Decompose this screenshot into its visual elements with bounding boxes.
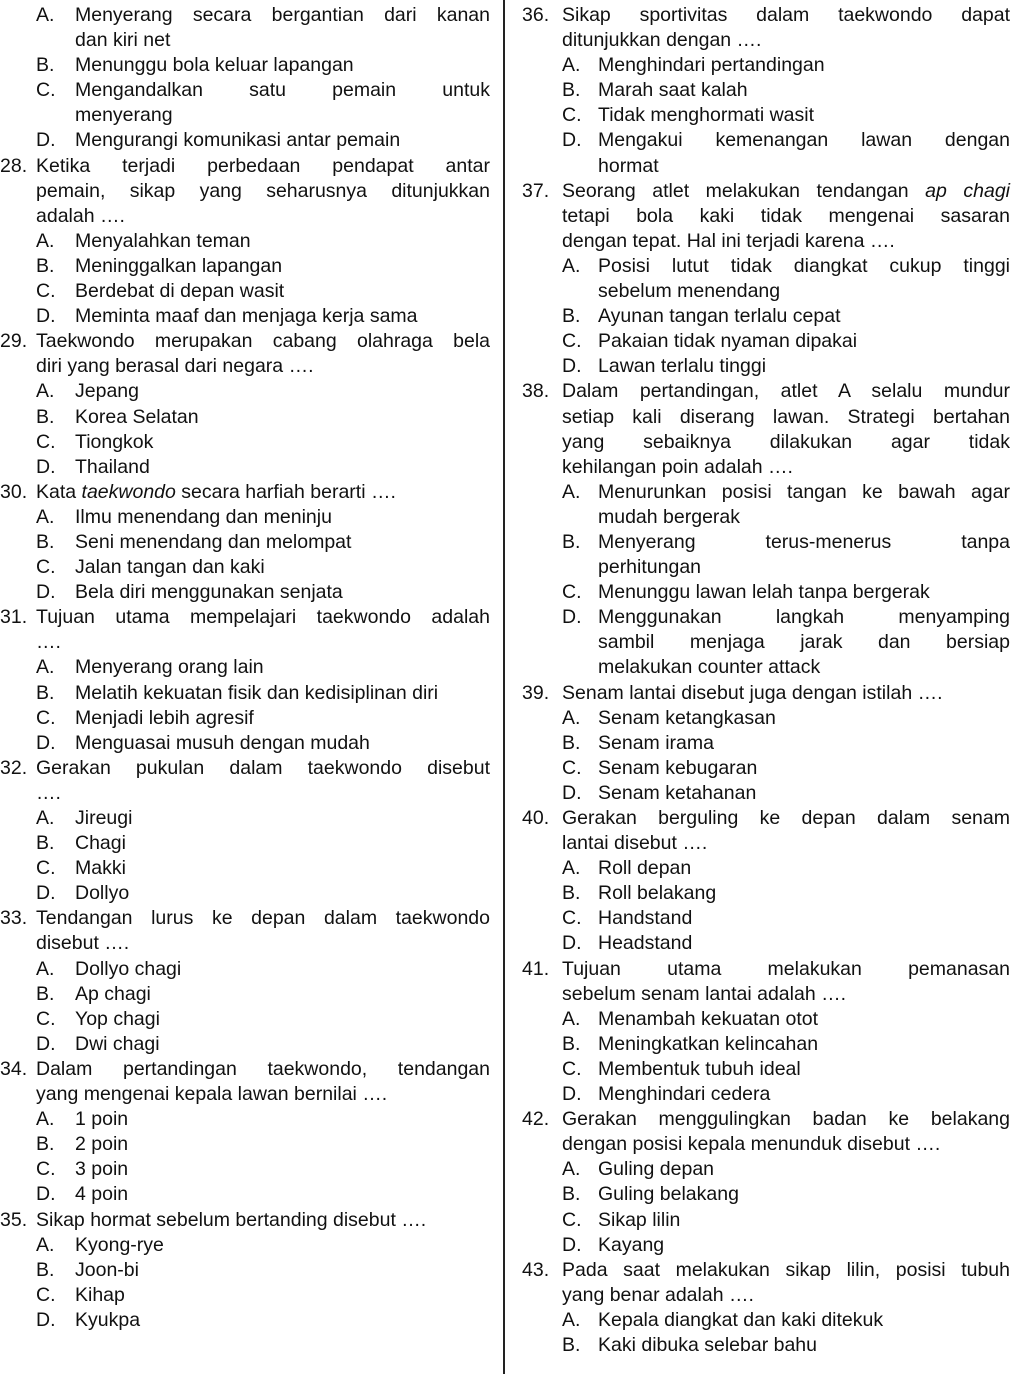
option-letter: B. xyxy=(562,1333,581,1356)
option-text: sambil menjaga jarak dan bersiap xyxy=(598,631,1010,654)
answer-option xyxy=(522,580,1010,605)
question-text: tetapi bola kaki tidak mengenai sasaran xyxy=(562,204,1010,227)
option-text: Menyerang terus-menerus tanpa xyxy=(598,530,1010,553)
answer-option xyxy=(522,1082,1010,1107)
question-line xyxy=(522,179,1010,204)
option-letter: C. xyxy=(36,857,56,880)
question-text: Gerakan pukulan dalam taekwondo disebut xyxy=(36,756,490,779)
question-text-continued xyxy=(0,931,490,956)
question-text: Pada saat melakukan sikap lilin, posisi tubuh xyxy=(562,1258,1010,1281)
option-text: Menunggu bola keluar lapangan xyxy=(75,54,354,77)
question-number: 29. xyxy=(0,330,28,353)
answer-option xyxy=(522,731,1010,756)
answer-option xyxy=(0,856,490,881)
option-letter: B. xyxy=(36,681,55,704)
question-text-continued xyxy=(0,354,490,379)
answer-option xyxy=(0,505,490,530)
option-letter: A. xyxy=(562,1158,581,1181)
answer-option xyxy=(522,1333,1010,1358)
option-letter: D. xyxy=(36,581,56,604)
option-text: Kyong-rye xyxy=(75,1233,164,1256)
option-letter: A. xyxy=(36,4,55,26)
option-letter: C. xyxy=(36,1007,56,1030)
option-letter: A. xyxy=(562,480,581,503)
answer-option xyxy=(0,455,490,480)
question-text-continued xyxy=(522,831,1010,856)
question-text: diri yang berasal dari negara …. xyxy=(36,355,314,378)
option-letter: B. xyxy=(36,982,55,1005)
answer-option xyxy=(522,706,1010,731)
question-line xyxy=(0,480,490,505)
option-text: Menyerang orang lain xyxy=(75,656,264,679)
question-text: kehilangan poin adalah …. xyxy=(562,455,793,478)
answer-option xyxy=(0,1007,490,1032)
question-number: 31. xyxy=(0,606,28,629)
question-number: 35. xyxy=(0,1208,28,1231)
answer-option xyxy=(0,1308,490,1333)
option-text: Kaki dibuka selebar bahu xyxy=(598,1333,817,1356)
option-letter: C. xyxy=(562,1208,582,1231)
question-line xyxy=(0,605,490,630)
option-text: Headstand xyxy=(598,932,693,955)
option-letter: D. xyxy=(36,731,56,754)
answer-option xyxy=(522,530,1010,555)
question-text: yang mengenai kepala lawan bernilai …. xyxy=(36,1083,388,1106)
answer-option xyxy=(522,1157,1010,1182)
answer-option xyxy=(0,53,490,78)
answer-option xyxy=(0,530,490,555)
option-letter: A. xyxy=(562,54,581,77)
question-number: 37. xyxy=(522,179,550,202)
answer-option-continued xyxy=(0,103,490,128)
answer-option xyxy=(0,128,490,153)
question-text-continued xyxy=(522,28,1010,53)
option-letter: A. xyxy=(562,1007,581,1030)
option-letter: D. xyxy=(562,355,582,378)
answer-option xyxy=(522,856,1010,881)
option-text: Menguasai musuh dengan mudah xyxy=(75,731,370,754)
option-text: hormat xyxy=(598,154,659,177)
option-text: Meminta maaf dan menjaga kerja sama xyxy=(75,305,418,328)
option-text: Jireugi xyxy=(75,807,133,829)
answer-option xyxy=(0,681,490,706)
question-text-continued xyxy=(0,179,490,204)
option-text: 3 poin xyxy=(75,1158,129,1181)
option-text: Senam irama xyxy=(598,731,714,754)
answer-option xyxy=(522,1007,1010,1032)
option-text: Dollyo chagi xyxy=(75,957,182,980)
option-text: Melatih kekuatan fisik dan kedisiplinan diri xyxy=(75,681,439,704)
question-text: Gerakan berguling ke depan dalam senam xyxy=(562,807,1010,829)
question-text: disebut …. xyxy=(36,932,130,955)
option-letter: B. xyxy=(36,254,55,277)
option-text: dan kiri net xyxy=(75,29,171,52)
question-text: Senam lantai disebut juga dengan istilah …. xyxy=(562,681,943,704)
option-letter: B. xyxy=(562,882,581,905)
question-text: Sikap sportivitas dalam taekwondo dapat xyxy=(562,4,1010,26)
answer-option-continued xyxy=(0,28,490,53)
question-text-continued xyxy=(522,229,1010,254)
answer-option xyxy=(0,881,490,906)
option-text: Menyerang secara bergantian dari kanan xyxy=(75,4,490,26)
option-text: Chagi xyxy=(75,832,126,855)
option-text: Membentuk tubuh ideal xyxy=(598,1057,801,1080)
question-text: Gerakan menggulingkan badan ke belakang xyxy=(562,1108,1010,1131)
option-text: Ayunan tangan terlalu cepat xyxy=(598,305,841,328)
option-letter: A. xyxy=(36,505,55,528)
question-text: Taekwondo merupakan cabang olahraga bela xyxy=(36,330,490,353)
option-text: Guling belakang xyxy=(598,1183,739,1206)
option-letter: D. xyxy=(36,1032,56,1055)
option-text: Ilmu menendang dan meninju xyxy=(75,505,332,528)
option-letter: C. xyxy=(562,581,582,604)
option-text: Posisi lutut tidak diangkat cukup tinggi xyxy=(598,254,1010,277)
question-text-continued xyxy=(522,1283,1010,1308)
option-text: 2 poin xyxy=(75,1133,129,1156)
option-letter: D. xyxy=(562,1233,582,1256)
answer-option xyxy=(522,881,1010,906)
question-line xyxy=(522,957,1010,982)
answer-option xyxy=(522,781,1010,806)
answer-option-continued xyxy=(522,505,1010,530)
question-text: yang benar adalah …. xyxy=(562,1283,754,1306)
option-letter: D. xyxy=(36,882,56,905)
option-letter: C. xyxy=(36,280,56,303)
answer-option xyxy=(522,304,1010,329)
option-letter: B. xyxy=(36,1258,55,1281)
option-letter: C. xyxy=(36,1158,56,1181)
option-text: Mengakui kemenangan lawan dengan xyxy=(598,129,1010,152)
option-text: Menurunkan posisi tangan ke bawah agar xyxy=(598,480,1010,503)
option-text: Seni menendang dan melompat xyxy=(75,530,352,553)
question-text: ditunjukkan dengan …. xyxy=(562,29,762,52)
option-text: Mengandalkan satu pemain untuk xyxy=(75,79,490,102)
option-letter: A. xyxy=(36,229,55,252)
answer-option-continued xyxy=(522,279,1010,304)
question-line xyxy=(522,806,1010,831)
option-text: Kepala diangkat dan kaki ditekuk xyxy=(598,1308,884,1331)
option-text: menyerang xyxy=(75,104,173,127)
option-text: Pakaian tidak nyaman dipakai xyxy=(598,330,858,353)
question-line xyxy=(0,1057,490,1082)
question-number: 32. xyxy=(0,756,28,779)
option-text: mudah bergerak xyxy=(598,505,741,528)
answer-option xyxy=(0,706,490,731)
question-text-continued xyxy=(522,430,1010,455)
question-text-continued xyxy=(0,630,490,655)
question-text: Tendangan lurus ke depan dalam taekwondo xyxy=(36,907,490,930)
question-text: sebelum senam lantai adalah …. xyxy=(562,982,846,1005)
answer-option xyxy=(0,1233,490,1258)
option-letter: B. xyxy=(36,405,55,428)
option-text: Thailand xyxy=(75,455,150,478)
answer-option-continued xyxy=(522,655,1010,680)
option-text: Berdebat di depan wasit xyxy=(75,280,285,303)
option-text: Sikap lilin xyxy=(598,1208,681,1231)
option-letter: C. xyxy=(36,430,56,453)
answer-option xyxy=(0,78,490,103)
option-text: Makki xyxy=(75,857,126,880)
question-line xyxy=(522,3,1010,28)
answer-option xyxy=(0,3,490,28)
question-text-continued xyxy=(522,1132,1010,1157)
option-letter: A. xyxy=(562,857,581,880)
question-text: dengan tepat. Hal ini terjadi karena …. xyxy=(562,229,895,252)
option-text: 1 poin xyxy=(75,1108,129,1131)
left-column xyxy=(0,3,490,1333)
answer-option xyxy=(0,279,490,304)
answer-option xyxy=(522,78,1010,103)
option-text: Lawan terlalu tinggi xyxy=(598,355,767,378)
option-text: Menyalahkan teman xyxy=(75,229,251,252)
answer-option xyxy=(522,1233,1010,1258)
option-letter: B. xyxy=(562,79,581,102)
option-text: Yop chagi xyxy=(75,1007,160,1030)
option-text: Dwi chagi xyxy=(75,1032,160,1055)
option-text: 4 poin xyxy=(75,1183,129,1206)
question-number: 42. xyxy=(522,1108,550,1131)
question-line xyxy=(0,756,490,781)
question-line xyxy=(0,906,490,931)
question-line xyxy=(0,1208,490,1233)
option-letter: D. xyxy=(36,129,56,152)
option-text: Senam ketahanan xyxy=(598,781,757,804)
question-number: 43. xyxy=(522,1258,550,1281)
question-text: setiap kali diserang lawan. Strategi bertahan xyxy=(562,405,1010,428)
answer-option xyxy=(0,731,490,756)
answer-option xyxy=(0,982,490,1007)
option-text: Menjadi lebih agresif xyxy=(75,706,254,729)
question-text: Ketika terjadi perbedaan pendapat antar xyxy=(36,154,490,177)
option-letter: D. xyxy=(36,1308,56,1331)
answer-option xyxy=(0,806,490,831)
option-letter: C. xyxy=(562,104,582,127)
question-text-continued xyxy=(0,204,490,229)
answer-option xyxy=(0,1107,490,1132)
option-letter: C. xyxy=(562,1057,582,1080)
question-line xyxy=(522,681,1010,706)
question-text-continued xyxy=(522,204,1010,229)
question-text-continued xyxy=(522,455,1010,480)
answer-option xyxy=(0,1258,490,1283)
question-text-continued xyxy=(522,405,1010,430)
option-letter: C. xyxy=(36,556,56,579)
answer-option xyxy=(0,1032,490,1057)
option-text: Roll belakang xyxy=(598,882,717,905)
option-text: Kihap xyxy=(75,1283,125,1306)
question-line xyxy=(0,329,490,354)
answer-option xyxy=(522,103,1010,128)
answer-option-continued xyxy=(522,555,1010,580)
option-letter: B. xyxy=(36,530,55,553)
option-letter: D. xyxy=(36,305,56,328)
option-letter: B. xyxy=(562,305,581,328)
answer-option xyxy=(522,906,1010,931)
answer-option xyxy=(0,229,490,254)
question-text: Seorang atlet melakukan tendangan ap chagi xyxy=(562,179,1011,202)
option-letter: C. xyxy=(562,756,582,779)
option-text: Jalan tangan dan kaki xyxy=(75,556,265,579)
option-letter: A. xyxy=(36,1233,55,1256)
question-text: Dalam pertandingan, atlet A selalu mundur xyxy=(562,380,1010,403)
question-line xyxy=(0,154,490,179)
option-letter: B. xyxy=(562,1183,581,1206)
option-text: Ap chagi xyxy=(75,982,151,1005)
option-letter: D. xyxy=(562,932,582,955)
question-text: lantai disebut …. xyxy=(562,832,708,855)
answer-option xyxy=(522,1308,1010,1333)
option-text: Joon-bi xyxy=(75,1258,139,1281)
question-text: …. xyxy=(36,631,61,654)
option-text: Kyukpa xyxy=(75,1308,141,1331)
option-text: Senam kebugaran xyxy=(598,756,758,779)
option-text: Tidak menghormati wasit xyxy=(598,104,815,127)
answer-option xyxy=(0,655,490,680)
option-letter: B. xyxy=(36,54,55,77)
answer-option xyxy=(522,254,1010,279)
answer-option xyxy=(0,957,490,982)
answer-option xyxy=(0,430,490,455)
question-line xyxy=(522,379,1010,404)
question-number: 28. xyxy=(0,154,28,177)
question-number: 40. xyxy=(522,807,550,829)
option-text: Handstand xyxy=(598,907,693,930)
answer-option xyxy=(522,480,1010,505)
question-number: 39. xyxy=(522,681,550,704)
question-line xyxy=(522,1107,1010,1132)
question-text: Dalam pertandingan taekwondo, tendangan xyxy=(36,1057,490,1080)
option-letter: B. xyxy=(562,530,581,553)
question-text-continued xyxy=(0,781,490,806)
option-text: Kayang xyxy=(598,1233,665,1256)
option-letter: B. xyxy=(36,832,55,855)
question-text: dengan posisi kepala menunduk disebut …. xyxy=(562,1133,941,1156)
answer-option xyxy=(522,1182,1010,1207)
question-text-continued xyxy=(522,982,1010,1007)
option-letter: A. xyxy=(36,656,55,679)
option-letter: A. xyxy=(36,957,55,980)
option-letter: A. xyxy=(36,1108,55,1131)
right-column xyxy=(522,3,1010,1358)
answer-option xyxy=(0,379,490,404)
question-text: Kata taekwondo secara harfiah berarti …. xyxy=(36,480,396,503)
question-number: 30. xyxy=(0,480,28,503)
question-text: Sikap hormat sebelum bertanding disebut …. xyxy=(36,1208,427,1231)
question-text: …. xyxy=(36,781,61,804)
answer-option xyxy=(522,931,1010,956)
question-number: 38. xyxy=(522,380,550,403)
option-letter: D. xyxy=(36,455,56,478)
option-text: Korea Selatan xyxy=(75,405,199,428)
question-number: 33. xyxy=(0,907,28,930)
option-text: Menambah kekuatan otot xyxy=(598,1007,819,1030)
question-number: 36. xyxy=(522,4,550,26)
option-text: Jepang xyxy=(75,380,139,403)
option-letter: C. xyxy=(36,706,56,729)
answer-option xyxy=(522,605,1010,630)
question-line xyxy=(522,1258,1010,1283)
question-text: yang sebaiknya dilakukan agar tidak xyxy=(562,430,1010,453)
option-text: Menghindari cedera xyxy=(598,1083,771,1106)
question-number: 34. xyxy=(0,1057,28,1080)
option-letter: A. xyxy=(562,1308,581,1331)
option-text: Mengurangi komunikasi antar pemain xyxy=(75,129,401,152)
answer-option-continued xyxy=(522,630,1010,655)
answer-option-continued xyxy=(522,154,1010,179)
option-text: perhitungan xyxy=(598,556,702,579)
option-letter: A. xyxy=(562,706,581,729)
question-text: Tujuan utama mempelajari taekwondo adalah xyxy=(36,606,490,629)
answer-option xyxy=(522,329,1010,354)
option-text: sebelum menendang xyxy=(598,280,781,303)
option-text: Menghindari pertandingan xyxy=(598,54,825,77)
option-text: Guling depan xyxy=(598,1158,715,1181)
question-text: Tujuan utama melakukan pemanasan xyxy=(562,957,1010,980)
answer-option xyxy=(0,1283,490,1308)
option-letter: C. xyxy=(562,330,582,353)
answer-option xyxy=(0,1157,490,1182)
answer-option xyxy=(0,580,490,605)
option-letter: A. xyxy=(562,254,581,277)
option-text: Menunggu lawan lelah tanpa bergerak xyxy=(598,581,930,604)
option-text: Dollyo xyxy=(75,882,130,905)
option-text: Senam ketangkasan xyxy=(598,706,776,729)
option-text: Bela diri menggunakan senjata xyxy=(75,581,343,604)
question-text: pemain, sikap yang seharusnya ditunjukkan xyxy=(36,179,490,202)
option-letter: D. xyxy=(36,1183,56,1206)
answer-option xyxy=(0,555,490,580)
question-text: adalah …. xyxy=(36,204,125,227)
answer-option xyxy=(0,831,490,856)
question-text-continued xyxy=(0,1082,490,1107)
answer-option xyxy=(0,254,490,279)
option-letter: C. xyxy=(36,1283,56,1306)
answer-option xyxy=(0,304,490,329)
option-letter: C. xyxy=(562,907,582,930)
answer-option xyxy=(522,1208,1010,1233)
option-text: melakukan counter attack xyxy=(598,656,821,679)
option-letter: D. xyxy=(562,606,582,629)
option-letter: D. xyxy=(562,1083,582,1106)
option-text: Tiongkok xyxy=(75,430,154,453)
option-text: Menggunakan langkah menyamping xyxy=(598,606,1010,629)
option-letter: D. xyxy=(562,129,582,152)
option-text: Meninggalkan lapangan xyxy=(75,254,283,277)
option-letter: B. xyxy=(562,1032,581,1055)
option-letter: B. xyxy=(36,1133,55,1156)
answer-option xyxy=(522,1057,1010,1082)
answer-option xyxy=(522,756,1010,781)
answer-option xyxy=(522,354,1010,379)
option-letter: C. xyxy=(36,79,56,102)
option-text: Roll depan xyxy=(598,857,692,880)
question-number: 41. xyxy=(522,957,550,980)
option-letter: D. xyxy=(562,781,582,804)
answer-option xyxy=(522,1032,1010,1057)
answer-option xyxy=(0,1132,490,1157)
answer-option xyxy=(522,128,1010,153)
option-letter: A. xyxy=(36,807,55,829)
option-text: Meningkatkan kelincahan xyxy=(598,1032,819,1055)
option-text: Marah saat kalah xyxy=(598,79,748,102)
answer-option xyxy=(0,1182,490,1207)
option-letter: A. xyxy=(36,380,55,403)
option-letter: B. xyxy=(562,731,581,754)
answer-option xyxy=(0,405,490,430)
answer-option xyxy=(522,53,1010,78)
column-divider xyxy=(503,0,505,1374)
